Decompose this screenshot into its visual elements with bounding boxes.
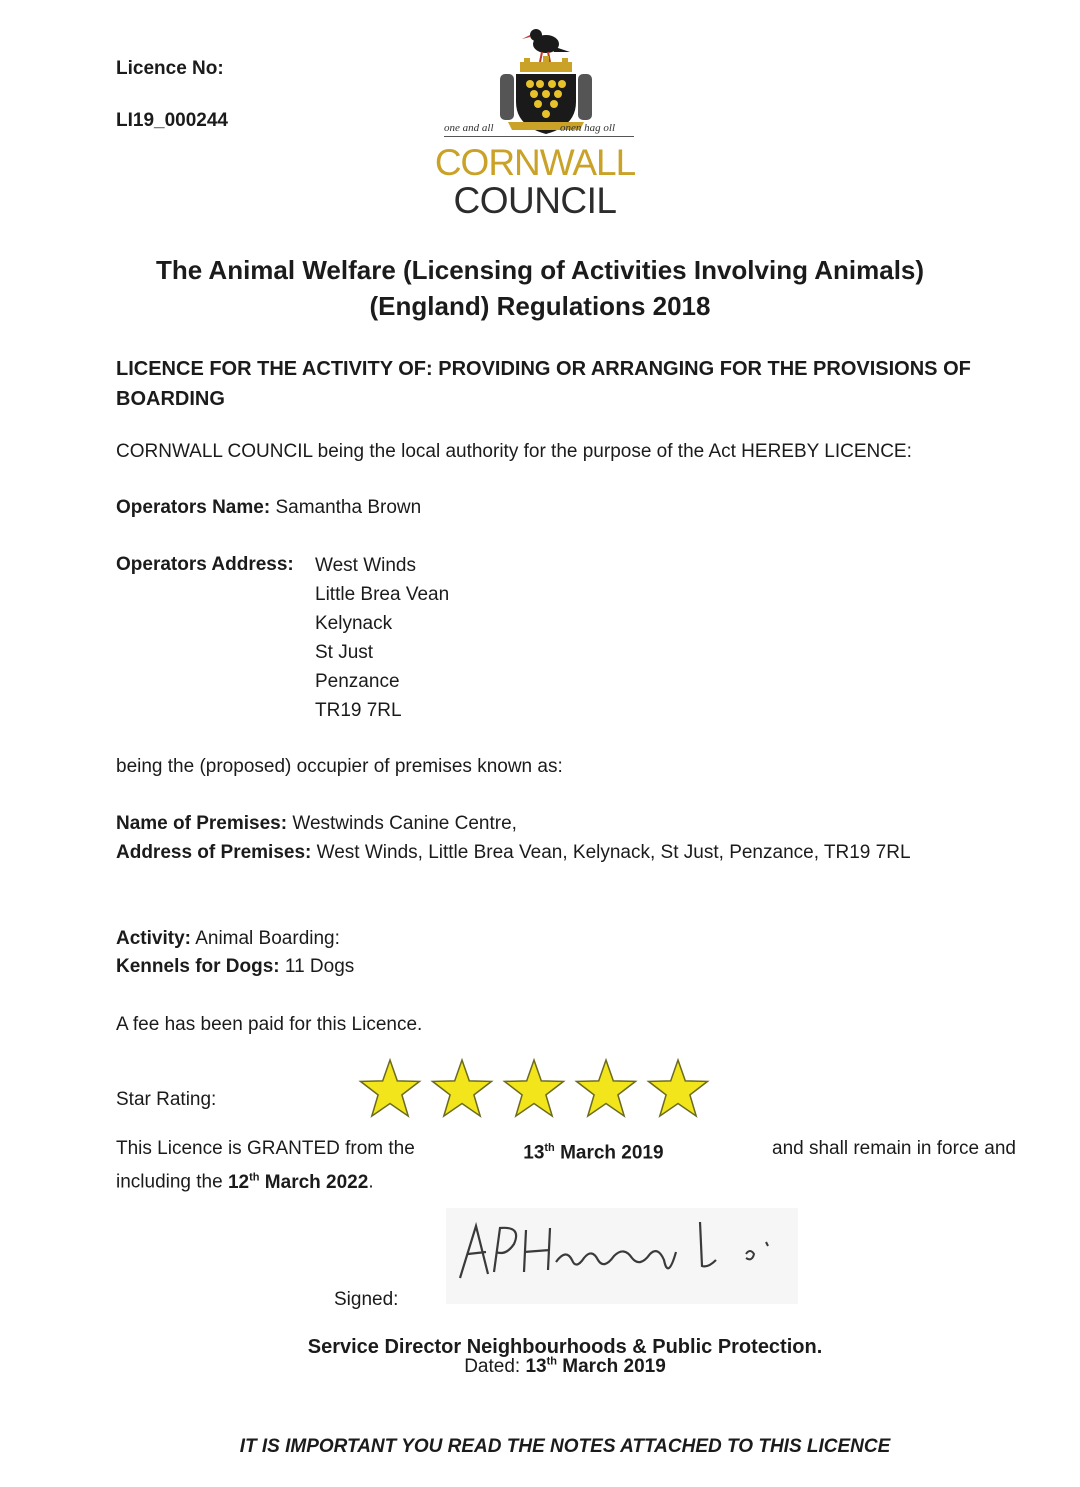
grant-statement	[116, 1136, 1016, 1195]
operator-name-row	[116, 494, 421, 522]
dated-line	[280, 1348, 850, 1381]
grant-from-sup: th	[544, 1142, 555, 1154]
premises-address: West Winds, Little Brea Vean, Kelynack, St Just, Penzance, TR19 7RL	[316, 842, 911, 863]
occupier-statement: being the (proposed) occupier of premises known as:	[116, 756, 563, 777]
motto-divider	[444, 136, 634, 137]
star-icon	[361, 1060, 420, 1116]
premises-address-label: Address of Premises:	[116, 842, 312, 863]
operator-address-label: Operators Address:	[116, 554, 294, 575]
regulation-title-line2: (England) Regulations 2018	[369, 291, 711, 321]
premises-name: Westwinds Canine Centre,	[292, 813, 517, 834]
activity-label: Activity:	[116, 928, 191, 949]
regulation-title	[100, 252, 980, 324]
star-rating-label: Star Rating:	[116, 1089, 217, 1110]
dated-sup: th	[546, 1356, 557, 1368]
kennels-value: 11 Dogs	[284, 956, 355, 977]
grant-from-rest: March 2019	[560, 1142, 664, 1164]
grant-to-day: 12	[227, 1171, 250, 1193]
premises-name-row	[116, 810, 517, 838]
operator-address-line: Little Brea Vean	[315, 584, 450, 605]
licence-number: LI19_000244	[116, 110, 228, 131]
dated	[280, 1348, 850, 1381]
activity-row	[116, 925, 340, 953]
grant-to-date	[228, 1172, 368, 1193]
grant-text-4: .	[368, 1171, 374, 1193]
brand-cornwall: CORNWALL	[434, 142, 636, 183]
kennels-label: Kennels for Dogs:	[116, 956, 280, 977]
signatory-title: Service Director Neighbourhoods & Public Protection.	[307, 1336, 823, 1358]
dated-day: 13	[525, 1356, 547, 1378]
activity-heading-line1: LICENCE FOR THE ACTIVITY OF: PROVIDING OR ARRANGING FOR THE PROVISIONS OF	[116, 358, 971, 380]
activity-heading-line2: BOARDING	[116, 388, 225, 410]
operator-address-line: St Just	[315, 642, 374, 663]
grant-line2	[116, 1165, 1016, 1194]
grant-text-1: This Licence is GRANTED from the	[116, 1138, 415, 1159]
operator-name-label: Operators Name:	[116, 497, 271, 518]
operator-name: Samantha Brown	[275, 497, 422, 518]
kennels-row	[116, 953, 354, 981]
star-icon	[649, 1060, 708, 1116]
premises-name-label: Name of Premises:	[116, 813, 288, 834]
regulation-title-line1: The Animal Welfare (Licensing of Activities Involving Animals)	[155, 255, 925, 285]
authority-statement: CORNWALL COUNCIL being the local authority for the purpose of the Act HEREBY LICENCE:	[116, 441, 912, 462]
fee-statement: A fee has been paid for this Licence.	[116, 1014, 423, 1035]
operator-address	[315, 551, 449, 725]
star-icon	[577, 1060, 636, 1116]
grant-line1	[116, 1136, 1016, 1165]
operator-address-line: West Winds	[315, 555, 417, 576]
grant-from-day: 13	[523, 1142, 545, 1164]
motto-left: one and all	[444, 122, 494, 134]
handwritten-signature	[446, 1208, 798, 1304]
premises-address-row	[116, 839, 911, 867]
grant-to-rest: March 2022	[264, 1171, 369, 1193]
signed-label: Signed:	[334, 1289, 399, 1310]
council-crest-logo	[486, 22, 606, 138]
activity-value: Animal Boarding:	[195, 928, 340, 949]
dated-label: Dated:	[464, 1356, 521, 1378]
footer-important-note: IT IS IMPORTANT YOU READ THE NOTES ATTACHED TO THIS LICENCE	[239, 1436, 891, 1457]
grant-from-date	[523, 1136, 663, 1165]
brand-council: COUNCIL	[453, 180, 617, 221]
grant-text-2: and shall remain in force and	[772, 1138, 1016, 1159]
dated-date	[525, 1356, 665, 1377]
grant-to-sup: th	[249, 1171, 260, 1184]
licence-activity-heading	[116, 354, 1016, 414]
licence-number-label: Licence No:	[116, 58, 224, 79]
operator-address-line: Penzance	[315, 671, 400, 692]
star-rating	[354, 1057, 714, 1123]
operator-address-line: TR19 7RL	[315, 700, 402, 721]
motto-right: onen hag oll	[560, 122, 615, 134]
operator-address-line: Kelynack	[315, 613, 393, 634]
signature-image	[446, 1208, 798, 1304]
dated-rest: March 2019	[562, 1356, 666, 1378]
grant-text-3: including the	[116, 1171, 223, 1193]
star-icon	[433, 1060, 492, 1116]
star-icon	[505, 1060, 564, 1116]
